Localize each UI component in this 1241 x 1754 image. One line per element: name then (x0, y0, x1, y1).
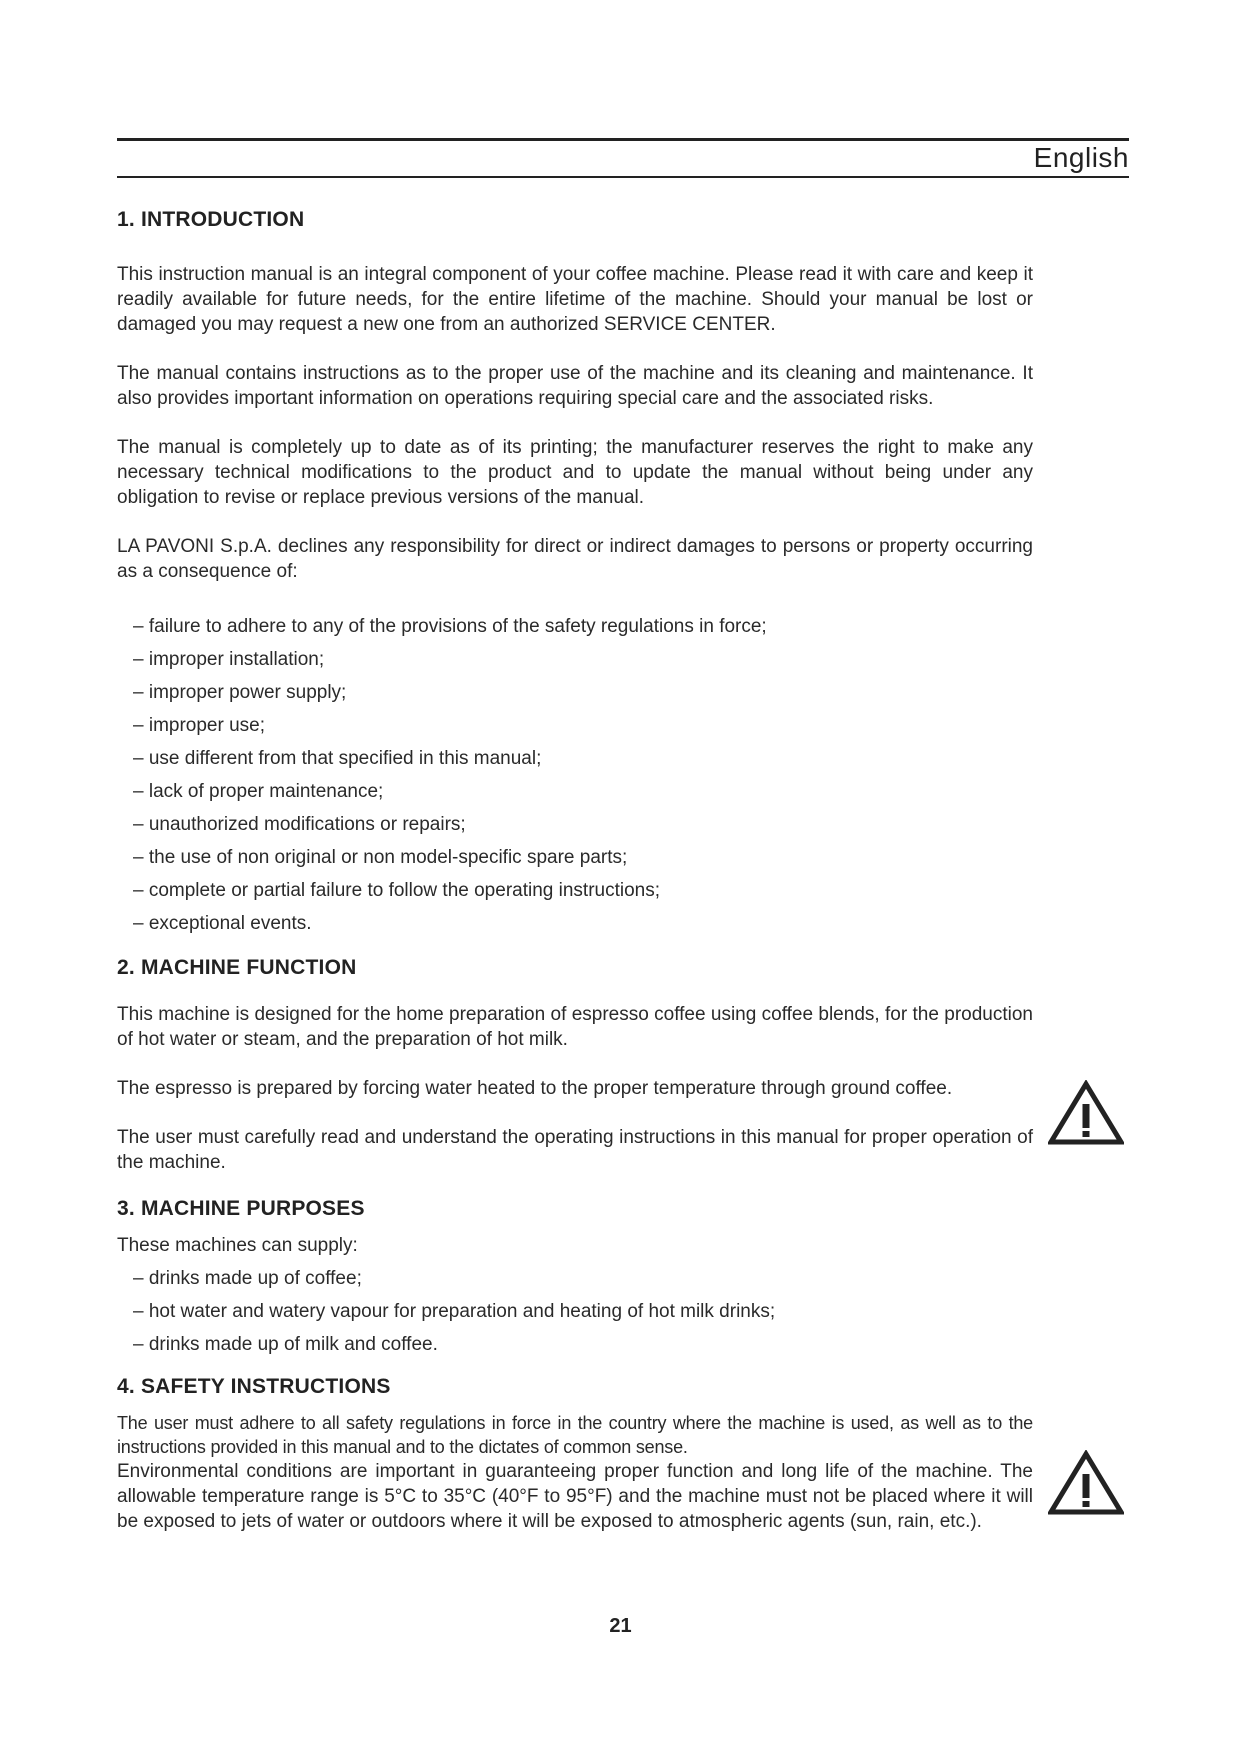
function-paragraph: This machine is designed for the home preparation of espresso coffee using coffee blends, for the production of hot water or steam, and the preparation of hot milk. (117, 1004, 1033, 1050)
intro-paragraph: The manual contains instructions as to the proper use of the machine and its cleaning and maintenance. It also provides important information on operations requiring special care and the associated risks. (117, 363, 1033, 409)
list-item: – drinks made up of milk and coffee. (133, 1334, 438, 1355)
function-paragraph: The user must carefully read and understand the operating instructions in this manual for proper operation of the machine. (117, 1127, 1033, 1173)
list-item: – improper installation; (133, 649, 325, 670)
safety-paragraph: Environmental conditions are important in guaranteeing proper function and long life of the machine. The allowable temperature range is 5°C to 35°C (40°F to 95°F) and the machine must not be placed where it will be exposed to jets of water or outdoors where it will be exposed to atmospheric agents (sun, rain, etc.). (117, 1461, 1033, 1532)
intro-paragraph: LA PAVONI S.p.A. declines any responsibility for direct or indirect damages to persons or property occurring as a consequence of: (117, 536, 1033, 582)
warning-triangle-icon (1048, 1450, 1124, 1516)
section-title-machine-purposes: 3. MACHINE PURPOSES (117, 1197, 365, 1220)
page-number: 21 (609, 1615, 632, 1637)
language-label: English (1033, 142, 1129, 173)
list-item: – exceptional events. (133, 913, 312, 934)
section-title-machine-function: 2. MACHINE FUNCTION (117, 956, 357, 979)
safety-paragraph: The user must adhere to all safety regulations in force in the country where the machine is used, as well as to the instructions provided in this manual and to the dictates of common sense. (117, 1413, 1033, 1457)
section-title-introduction: 1. INTRODUCTION (117, 208, 305, 231)
list-item: – use different from that specified in this manual; (133, 748, 542, 769)
list-item: – drinks made up of coffee; (133, 1268, 362, 1289)
list-item: – failure to adhere to any of the provisions of the safety regulations in force; (133, 616, 767, 637)
intro-paragraph: This instruction manual is an integral component of your coffee machine. Please read it with care and keep it readily available for future needs, for the entire lifetime of the machine. Should your manual be lost or damaged you may request a new one from an authorized SERVICE CENTER. (117, 264, 1033, 335)
list-item: – improper use; (133, 715, 266, 736)
section-title-safety-instructions: 4. SAFETY INSTRUCTIONS (117, 1375, 391, 1398)
header-rule-top (117, 138, 1129, 141)
list-item: – hot water and watery vapour for preparation and heating of hot milk drinks; (133, 1301, 776, 1322)
main-content (117, 208, 1033, 1534)
list-item: – lack of proper maintenance; (133, 781, 384, 802)
list-item: – the use of non original or non model-specific spare parts; (133, 847, 628, 868)
list-item: – unauthorized modifications or repairs; (133, 814, 466, 835)
list-item: – improper power supply; (133, 682, 347, 703)
warning-triangle-icon (1048, 1080, 1124, 1146)
list-item: – complete or partial failure to follow the operating instructions; (133, 880, 660, 901)
purposes-list (117, 1266, 1033, 1357)
purposes-intro: These machines can supply: (117, 1235, 358, 1256)
intro-paragraph: The manual is completely up to date as of its printing; the manufacturer reserves the right to make any necessary technical modifications to the product and to update the manual without being under any obligation to revise or replace previous versions of the manual. (117, 437, 1033, 508)
header-rule-bottom (117, 176, 1129, 178)
liability-list (117, 614, 1033, 936)
function-paragraph: The espresso is prepared by forcing water heated to the proper temperature through ground coffee. (117, 1078, 953, 1099)
